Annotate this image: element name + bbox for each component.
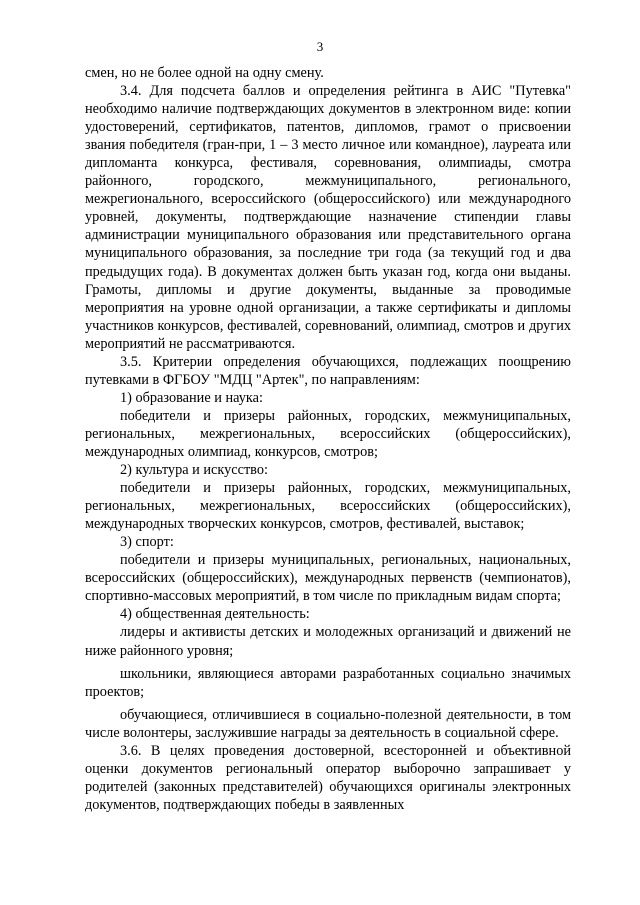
document-body (85, 64, 571, 814)
paragraph-project-authors: школьники, являющиеся авторами разработанных социально значимых проектов; (85, 665, 571, 700)
paragraph-3-4-documents: 3.4. Для подсчета баллов и определения рейтинга в АИС "Путевка" необходимо наличие подтверждающих документов в электронном виде: копии удостоверений, сертификатов, патентов, дипломов, грамот о присвоении звания победителя (гран-при, 1 – 3 место личное или командное), лауреата или дипломанта конкурса, фестиваля, соревнования, олимпиады, смотра районного, городского, межмуниципального, регионального, межрегионального, всероссийского (общероссийского) или международного уровней, документы, подтверждающие назначение стипендии главы администрации муниципального образования или представительного органа муниципального образования, за последние три года (за текущий год и два предыдущих года). В документах должен быть указан год, когда они выданы. Грамоты, дипломы и другие документы, выданные за проводимые мероприятия на уровне одной организации, а также сертификаты и дипломы участников конкурсов, фестивалей, соревнований, олимпиад, смотров и других мероприятий не рассматриваются. (85, 83, 571, 352)
paragraph-youth-leaders: лидеры и активисты детских и молодежных организаций и движений не ниже районного уровня; (85, 624, 571, 659)
heading-education-science: 1) образование и наука: (120, 389, 263, 406)
paragraph-3-5-criteria: 3.5. Критерии определения обучающихся, подлежащих поощрению путевками в ФГБОУ "МДЦ "Артек", по направлениям: (85, 353, 571, 388)
heading-sport: 3) спорт: (120, 534, 174, 551)
paragraph-3-6-verification: 3.6. В целях проведения достоверной, всесторонней и объективной оценки документов региональный оператор выборочно запрашивает у родителей (законных представителей) обучающихся оригиналы электронных документов, подтверждающих победы в заявленных (85, 742, 571, 813)
page-number: 3 (316, 39, 324, 54)
paragraph-sport-winners: победители и призеры муниципальных, региональных, национальных, всероссийских (общероссийских), международных первенств (чемпионатов), спортивно-массовых мероприятий, в том числе по прикладным видам спорта; (85, 552, 571, 605)
paragraph-volunteers: обучающиеся, отличившиеся в социально-полезной деятельности, в том числе волонтеры, заслужившие награды за деятельность в социальной сфере. (85, 706, 571, 741)
heading-public-activity: 4) общественная деятельность: (120, 606, 310, 623)
paragraph-education-winners: победители и призеры районных, городских, межмуниципальных, региональных, межрегиональных, всероссийских (общероссийских), международных олимпиад, конкурсов, смотров; (85, 407, 571, 460)
paragraph-shift-limit: смен, но не более одной на одну смену. (85, 65, 324, 81)
heading-culture-art: 2) культура и искусство: (120, 462, 268, 479)
paragraph-culture-winners: победители и призеры районных, городских, межмуниципальных, региональных, межрегиональных, всероссийских (общероссийских), международных творческих конкурсов, смотров, фестивалей, выставок; (85, 480, 571, 533)
